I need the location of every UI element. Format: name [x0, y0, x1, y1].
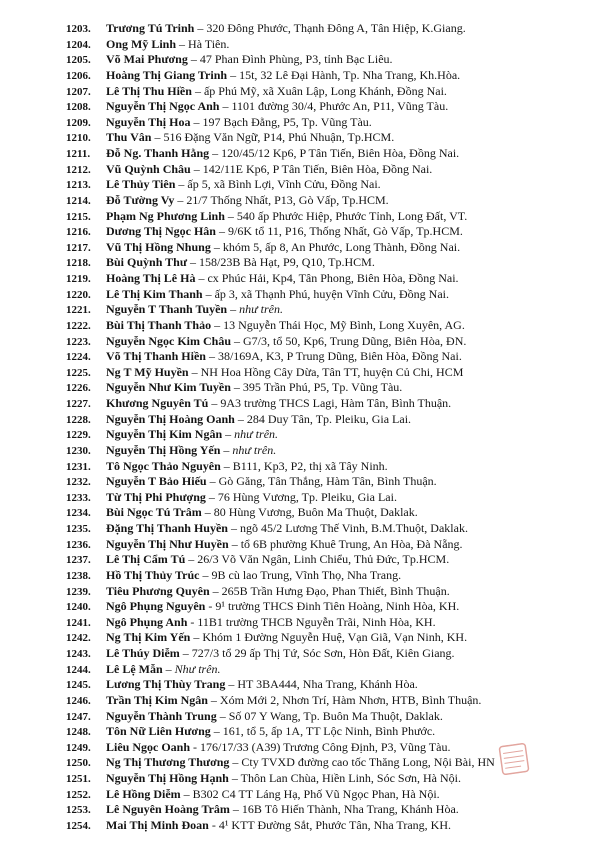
entry-number: 1224.	[66, 351, 91, 364]
entry-name: Nguyễn Thị Như Huyền	[106, 536, 229, 551]
entry-name: Bùi Ngọc Tú Trâm	[106, 505, 202, 520]
entry-address: 9A3 trường THCS Lagi, Hàm Tân, Bình Thuận.	[220, 396, 452, 410]
entry-number: 1236.	[66, 538, 91, 551]
entry-number: 1222.	[66, 319, 91, 332]
entry-address: NH Hoa Hồng Cây Dừa, Tân TT, huyện Củ Chi, HCM	[200, 364, 464, 379]
entry-address: 161, tổ 5, ấp 1A, TT Lộc Ninh, Bình Phước.	[222, 724, 436, 739]
entry-number: 1221.	[66, 304, 91, 317]
entry-address: 16B Tô Hiến Thành, Nha Trang, Khánh Hòa.	[241, 802, 459, 817]
entry-number: 1247.	[66, 710, 91, 723]
entry-separator: –	[206, 474, 219, 489]
entry-separator: –	[188, 364, 201, 379]
entry-separator: –	[210, 239, 223, 254]
list-item	[66, 537, 536, 553]
entry-number: 1203.	[66, 23, 91, 35]
list-item	[66, 787, 536, 803]
entry-name: Ong Mỹ Linh	[106, 36, 177, 51]
list-item	[66, 302, 536, 318]
entry-address: 197 Bạch Đằng, P5, Tp. Vũng Tàu.	[202, 114, 372, 129]
list-item	[66, 818, 536, 834]
entry-number: 1240.	[66, 601, 91, 614]
entry-number: 1249.	[66, 741, 91, 754]
entry-separator: –	[187, 52, 200, 67]
entry-number: 1228.	[66, 413, 91, 426]
list-item	[66, 709, 536, 725]
list-item	[66, 459, 536, 475]
entry-separator: –	[190, 630, 203, 645]
entry-number: 1246.	[66, 694, 91, 707]
entry-name: Nguyễn T Thanh Tuyền	[106, 302, 228, 317]
list-item	[66, 443, 536, 459]
entry-separator: –	[195, 271, 208, 285]
entry-address: 284 Duy Tân, Tp. Pleiku, Gia Lai.	[246, 411, 412, 426]
entry-name: Lê Hồng Diễm	[106, 786, 181, 801]
entry-separator: –	[220, 458, 233, 473]
list-item	[66, 349, 536, 365]
entry-separator: –	[215, 224, 228, 239]
entry-number: 1223.	[66, 335, 91, 348]
list-item	[66, 740, 536, 756]
entry-address: 142/11E Kp6, P Tân Tiến, Biên Hòa, Đồng Nai.	[202, 161, 433, 176]
entry-address: 9¹ trường THCS Đinh Tiên Hoàng, Ninh Hòa, KH.	[215, 599, 460, 614]
entry-name: Hồ Thị Thủy Trúc	[106, 567, 200, 582]
entry-separator: –	[230, 380, 243, 395]
entry-number: 1231.	[66, 460, 91, 473]
entry-separator: –	[199, 567, 212, 582]
entry-number: 1232.	[66, 476, 91, 489]
entry-name: Nguyễn Thị Kim Ngân	[106, 427, 223, 442]
entry-number: 1217.	[66, 241, 91, 254]
entry-address: 11B1 trường THCB Nguyễn Trãi, Ninh Hòa, KH.	[197, 614, 436, 629]
entry-name: Ng Thị Thương Thương	[106, 755, 230, 770]
entry-address: Số 07 Y Wang, Tp. Buôn Ma Thuột, Daklak.	[228, 708, 443, 723]
list-item	[66, 412, 536, 428]
entry-number: 1218.	[66, 257, 91, 270]
library-stamp-icon	[498, 742, 530, 776]
entry-name: Ngô Phụng Nguyên	[106, 599, 206, 614]
entry-number: 1219.	[66, 273, 91, 285]
list-item	[66, 505, 536, 521]
entry-separator: –	[228, 536, 241, 551]
entry-number: 1211.	[66, 148, 91, 160]
entry-name: Nguyễn Thành Trung	[106, 708, 217, 723]
entry-address: 76 Hùng Vương, Tp. Pleiku, Gia Lai.	[217, 489, 397, 504]
entry-address: 1101 đường 30/4, Phước An, P11, Vũng Tàu.	[231, 99, 449, 114]
entry-address: ấp Phú Mỹ, xã Xuân Lập, Long Khánh, Đồng Nai.	[203, 83, 447, 98]
entry-number: 1209.	[66, 116, 91, 129]
entry-separator: –	[222, 427, 235, 442]
list-item	[66, 677, 536, 693]
entry-name: Ng Thị Kim Yến	[106, 630, 191, 645]
entry-address: HT 3BA444, Nha Trang, Khánh Hòa.	[237, 677, 418, 692]
entry-separator: –	[174, 192, 187, 207]
list-item	[66, 599, 536, 615]
entry-address: 176/17/33 (A39) Trương Công Định, P3, Vũng Tàu.	[200, 739, 451, 754]
list-item	[66, 193, 536, 209]
entry-name: Tôn Nữ Liên Hương	[106, 724, 211, 739]
list-item	[66, 146, 536, 162]
entry-separator: –	[209, 146, 222, 160]
list-item	[66, 802, 536, 818]
entry-address: 26/3 Võ Văn Ngân, Linh Chiểu, Thủ Đức, Tp.HCM.	[197, 552, 450, 567]
entry-name: Thu Vân	[106, 130, 152, 145]
entry-number: 1241.	[66, 616, 91, 629]
entry-name: Mai Thị Minh Đoan	[106, 817, 209, 832]
entry-separator: –	[225, 677, 238, 692]
entry-address: khóm 5, ấp 8, An Phước, Long Thành, Đồng Nai.	[222, 239, 461, 254]
entry-number: 1206.	[66, 69, 91, 82]
entry-name: Nguyễn Ngọc Kim Châu	[106, 333, 232, 348]
entry-name: Lê Thị Cẩm Tú	[106, 552, 186, 567]
entry-number: 1208.	[66, 101, 91, 114]
entry-address: G7/3, tổ 50, Kp6, Trung Dũng, Biên Hòa, ĐN.	[243, 333, 467, 348]
entry-address: 9B cù lao Trung, Vĩnh Thọ, Nha Trang.	[211, 567, 402, 582]
entry-name: Võ Mai Phương	[106, 52, 188, 67]
entry-number: 1245.	[66, 679, 91, 692]
entry-address: 265B Trần Hưng Đạo, Phan Thiết, Bình Thuận.	[221, 583, 450, 598]
entry-name: Dương Thị Ngọc Hân	[106, 224, 216, 239]
entry-name: Nguyễn Thị Hoàng Oanh	[106, 411, 235, 426]
entry-address: cx Phúc Hải, Kp4, Tân Phong, Biên Hòa, Đồng Nai.	[207, 271, 459, 285]
entry-separator: –	[234, 411, 247, 426]
entry-address: 395 Trần Phú, P5, Tp. Vũng Tàu.	[242, 380, 403, 395]
entry-name: Bùi Quỳnh Thư	[106, 255, 188, 270]
entry-separator: –	[227, 302, 240, 317]
entry-separator: –	[194, 21, 207, 35]
entry-address: 13 Nguyễn Thái Học, Mỹ Bình, Long Xuyên, AG.	[223, 317, 465, 332]
entry-name: Tô Ngọc Thảo Nguyên	[106, 458, 221, 473]
list-item	[66, 115, 536, 131]
entry-address: ấp 3, xã Thạnh Phú, huyện Vĩnh Cửu, Đồng Nai.	[214, 286, 449, 301]
entry-address: 158/23B Bà Hạt, P9, Q10, Tp.HCM.	[199, 255, 375, 270]
entry-separator: –	[211, 317, 224, 332]
entry-number: 1213.	[66, 179, 91, 192]
entry-number: 1243.	[66, 648, 91, 660]
entry-number: 1205.	[66, 54, 91, 67]
entry-address: như trên.	[239, 302, 283, 317]
entry-number: 1253.	[66, 804, 91, 817]
list-item	[66, 615, 536, 631]
entry-number: 1254.	[66, 819, 91, 832]
entry-address: 4¹ KTT Đường Sắt, Phước Tân, Nha Trang, KH.	[218, 817, 451, 832]
entry-number: 1207.	[66, 85, 91, 98]
entry-number: 1251.	[66, 773, 91, 785]
entry-separator: –	[185, 552, 198, 567]
entry-address: 727/3 tổ 29 ấp Thị Tứ, Sóc Sơn, Hòn Đất, Kiên Giang.	[191, 646, 455, 660]
entry-number: 1210.	[66, 132, 91, 145]
entry-separator: –	[228, 771, 241, 785]
entry-separator: –	[216, 708, 229, 723]
entry-separator: –	[224, 208, 237, 223]
entry-address: 15t, 32 Lê Đại Hành, Tp. Nha Trang, Kh.Hòa.	[239, 67, 461, 82]
list-item	[66, 552, 536, 568]
list-item	[66, 37, 536, 53]
entry-name: Khương Nguyên Tú	[106, 396, 209, 410]
entry-separator: –	[207, 692, 220, 707]
entry-number: 1204.	[66, 38, 91, 51]
entry-number: 1239.	[66, 585, 91, 598]
entry-name: Đỗ Tường Vy	[106, 192, 175, 207]
entry-address: 21/7 Thống Nhất, P13, Gò Vấp, Tp.HCM.	[186, 192, 389, 207]
entry-separator: -	[190, 739, 201, 754]
list-item	[66, 334, 536, 350]
entry-separator: –	[229, 802, 242, 817]
list-item	[66, 646, 536, 662]
list-item	[66, 568, 536, 584]
list-item	[66, 255, 536, 271]
entry-separator: –	[179, 646, 192, 660]
entry-number: 1234.	[66, 507, 91, 520]
entry-address: 516 Đặng Văn Ngữ, P14, Phú Nhuận, Tp.HCM.	[163, 130, 395, 145]
entry-address: 320 Đông Phước, Thạnh Đông A, Tân Hiệp, K.Giang.	[206, 21, 466, 35]
list-item	[66, 396, 536, 412]
entry-address: ngõ 45/2 Lương Thế Vinh, B.M.Thuột, Daklak.	[239, 521, 468, 535]
entry-separator: -	[187, 614, 198, 629]
list-item	[66, 755, 536, 771]
entry-separator: –	[151, 130, 164, 145]
entry-separator: –	[205, 349, 218, 364]
entry-address: Cty TVXD đường cao tốc Thăng Long, Nội Bài, HN	[241, 755, 495, 770]
entry-separator: –	[227, 67, 240, 82]
entry-address: 38/169A, K3, P Trung Dũng, Biên Hòa, Đồng Nai.	[217, 349, 462, 364]
entry-number: 1212.	[66, 163, 91, 176]
list-item	[66, 490, 536, 506]
entry-separator: –	[229, 755, 242, 770]
list-item	[66, 162, 536, 178]
entry-separator: –	[187, 255, 200, 270]
list-item	[66, 224, 536, 240]
entry-address: Xóm Mới 2, Nhơn Trí, Hàm Nhơn, HTB, Bình Thuận.	[219, 692, 482, 707]
entry-separator: –	[205, 489, 218, 504]
entry-name: Lương Thị Thùy Trang	[106, 677, 226, 692]
list-item	[66, 240, 536, 256]
entry-name: Đặng Thị Thanh Huyền	[106, 521, 228, 535]
list-item	[66, 662, 536, 678]
entry-address: 80 Hùng Vương, Buôn Ma Thuột, Daklak.	[213, 505, 418, 520]
entry-separator: –	[190, 161, 203, 176]
list-item	[66, 318, 536, 334]
entry-address: 540 ấp Phước Hiệp, Phước Tỉnh, Long Đất, VT.	[236, 208, 468, 223]
entry-number: 1244.	[66, 663, 91, 676]
entry-number: 1229.	[66, 429, 91, 442]
entry-separator: -	[208, 817, 219, 832]
entry-name: Từ Thị Phi Phượng	[106, 489, 206, 504]
entry-name: Lê Nguyên Hoàng Trâm	[106, 802, 230, 817]
entry-address: Hà Tiên.	[188, 36, 230, 51]
list-item	[66, 630, 536, 646]
entry-address: 9/6K tổ 11, P16, Thống Nhất, Gò Vấp, Tp.HCM.	[227, 224, 463, 239]
entry-address: 120/45/12 Kp6, P Tân Tiến, Biên Hòa, Đồng Nai.	[221, 146, 460, 160]
entry-separator: –	[180, 786, 193, 801]
entry-name: Vũ Quỳnh Châu	[106, 161, 191, 176]
entry-number: 1227.	[66, 398, 91, 410]
list-item	[66, 177, 536, 193]
entry-number: 1230.	[66, 444, 91, 457]
entry-address: 47 Phan Đình Phùng, P3, tỉnh Bạc Liêu.	[199, 52, 393, 67]
list-item	[66, 380, 536, 396]
entry-name: Trần Thị Kim Ngân	[106, 692, 208, 707]
entry-name: Đỗ Ng. Thanh Hằng	[106, 146, 210, 160]
entry-separator: –	[231, 333, 244, 348]
entry-address: ấp 5, xã Bình Lợi, Vĩnh Cửu, Đồng Nai.	[187, 177, 381, 192]
entry-name: Ng T Mỹ Huyền	[106, 364, 189, 379]
entry-separator: –	[201, 505, 214, 520]
entry-number: 1252.	[66, 788, 91, 801]
entry-name: Nguyễn Thị Hồng Yến	[106, 442, 221, 457]
entry-name: Trương Tú Trinh	[106, 21, 195, 35]
list-item	[66, 771, 536, 787]
entry-name: Bùi Thị Thanh Thảo	[106, 317, 212, 332]
entry-separator: –	[208, 396, 221, 410]
entry-name: Nguyễn Thị Hoa	[106, 114, 191, 129]
entry-separator: -	[205, 599, 216, 614]
entry-separator: –	[219, 99, 232, 114]
entry-name: Nguyễn Thị Ngọc Anh	[106, 99, 220, 114]
entry-name: Phạm Ng Phương Linh	[106, 208, 225, 223]
list-item	[66, 209, 536, 225]
entry-number: 1233.	[66, 491, 91, 504]
entry-separator: –	[209, 583, 222, 598]
entry-separator: –	[175, 177, 188, 192]
list-item	[66, 130, 536, 146]
entry-name: Nguyễn T Bảo Hiếu	[106, 474, 207, 489]
list-item	[66, 68, 536, 84]
entry-address: như trên.	[234, 427, 279, 442]
entry-number: 1248.	[66, 726, 91, 739]
entry-number: 1237.	[66, 554, 91, 567]
list-item	[66, 584, 536, 600]
entry-number: 1226.	[66, 382, 91, 395]
entry-name: Lê Thúy Diễm	[106, 646, 180, 660]
entry-number: 1215.	[66, 210, 91, 223]
entry-name: Võ Thị Thanh Hiền	[106, 349, 206, 364]
list-item	[66, 271, 536, 287]
list-item	[66, 365, 536, 381]
entry-separator: –	[220, 442, 233, 457]
entry-name: Ngô Phụng Anh	[106, 614, 188, 629]
entry-name: Lê Thị Thu Hiền	[106, 83, 192, 98]
entry-number: 1235.	[66, 523, 91, 535]
entry-address: Thôn Lan Chùa, Hiền Linh, Sóc Sơn, Hà Nội.	[240, 771, 461, 785]
entry-name: Liêu Ngọc Oanh	[106, 739, 191, 754]
entry-address: Như trên.	[174, 661, 221, 676]
entry-number: 1238.	[66, 569, 91, 582]
entry-number: 1216.	[66, 226, 91, 239]
entry-name: Lê Thủy Tiên	[106, 177, 176, 192]
entry-name: Tiêu Phương Quyên	[106, 583, 210, 598]
entry-number: 1225.	[66, 366, 91, 379]
list-item	[66, 21, 536, 37]
entry-separator: –	[202, 286, 215, 301]
address-list	[66, 21, 536, 834]
entry-address: như trên.	[232, 442, 277, 457]
list-item	[66, 474, 536, 490]
entry-number: 1242.	[66, 632, 91, 645]
entry-name: Vũ Thị Hồng Nhung	[106, 239, 211, 254]
entry-separator: –	[176, 36, 189, 51]
entry-name: Nguyễn Thị Hồng Hạnh	[106, 771, 229, 785]
entry-separator: –	[210, 724, 223, 739]
entry-address: Khóm 1 Đường Nguyễn Huệ, Vạn Giã, Vạn Ninh, KH.	[202, 630, 468, 645]
list-item	[66, 427, 536, 443]
list-item	[66, 99, 536, 115]
list-item	[66, 84, 536, 100]
list-item	[66, 52, 536, 68]
entry-name: Hoàng Thị Lê Hà	[106, 271, 196, 285]
entry-number: 1250.	[66, 757, 91, 770]
list-item	[66, 693, 536, 709]
entry-separator: –	[190, 114, 203, 129]
entry-number: 1220.	[66, 288, 91, 301]
list-item	[66, 521, 536, 537]
entry-address: B111, Kp3, P2, thị xã Tây Ninh.	[232, 458, 388, 473]
list-item	[66, 287, 536, 303]
entry-number: 1214.	[66, 194, 91, 207]
entry-separator: –	[162, 661, 175, 676]
entry-address: Gò Găng, Tân Thắng, Hàm Tân, Bình Thuận.	[218, 474, 437, 489]
entry-name: Lê Thị Kim Thanh	[106, 286, 203, 301]
list-item	[66, 724, 536, 740]
entry-name: Nguyễn Như Kim Tuyền	[106, 380, 231, 395]
entry-address: tổ 6B phường Khuê Trung, An Hòa, Đà Nẵng.	[240, 536, 463, 551]
entry-name: Hoàng Thị Giang Trinh	[106, 67, 228, 82]
entry-name: Lê Lệ Mẫn	[106, 661, 163, 676]
entry-address: B302 C4 TT Láng Hạ, Phố Vũ Ngọc Phan, Hà Nội.	[192, 786, 440, 801]
entry-separator: –	[227, 521, 240, 535]
entry-separator: –	[191, 83, 204, 98]
